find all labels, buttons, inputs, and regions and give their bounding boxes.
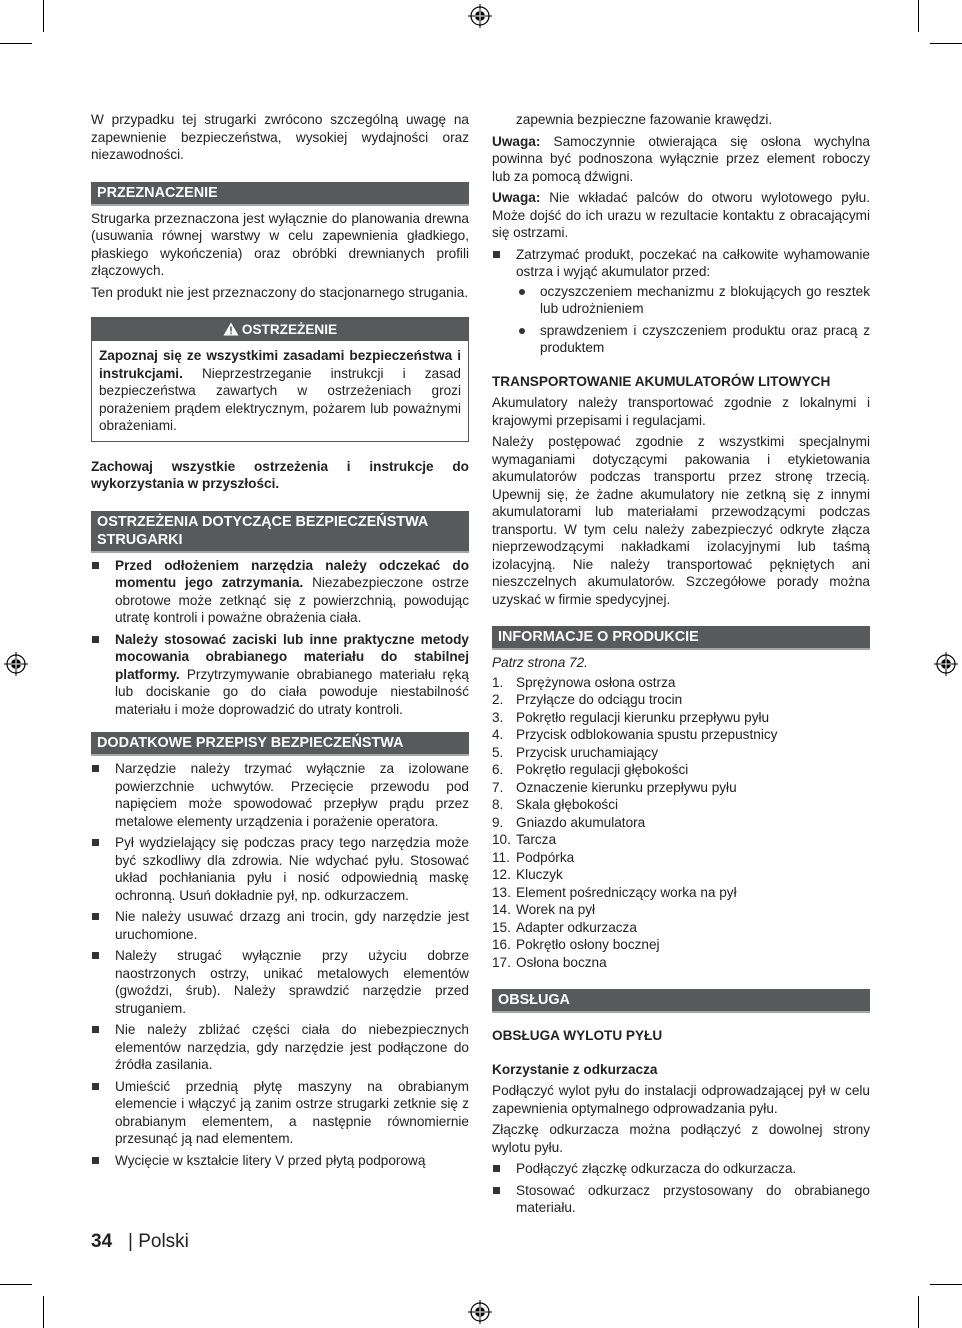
list-item <box>492 726 870 744</box>
crop-mark <box>930 1284 962 1285</box>
item-text: Element pośredniczący worka na pył <box>516 884 737 900</box>
obsluga-list <box>492 1160 870 1217</box>
sublist-item: oczyszczeniem mechanizmu z blokujących go resztek lub udrożnieniem <box>516 283 870 318</box>
list-item-text: Niezabezpieczone ostrze obrotowe może zetknąć się z powierzchnią, powodując utratę kontroli i poważne obrażenia ciała. <box>115 575 469 625</box>
parts-list <box>492 674 870 972</box>
list-item <box>492 901 870 919</box>
list-item <box>492 796 870 814</box>
item-text: Kluczyk <box>516 867 563 882</box>
additional-list <box>91 760 469 1169</box>
item-number: 3. <box>492 709 504 725</box>
list-item <box>492 954 870 972</box>
note-text: Samoczynnie otwierająca się osłona wychylna powinna być podnoszona wyłącznie przez element roboczy lub za pomocą dźwigni. <box>492 133 870 184</box>
list-item <box>492 849 870 867</box>
section-header-obsluga: OBSŁUGA <box>492 989 870 1013</box>
list-item <box>492 866 870 884</box>
item-text: Pokrętło regulacji głębokości <box>516 762 689 777</box>
przeznaczenie-paragraph-1: Strugarka przeznaczona jest wyłącznie do planowania drewna (usuwania równej warstwy w celu zapewnienia gładkiego, płaskiego wykończenia) oraz obróbki drewnianych profili złączowych. <box>91 210 469 278</box>
crop-mark <box>918 1296 919 1328</box>
see-page-text: Patrz strona 72. <box>492 655 588 670</box>
list-item: Wycięcie w kształcie litery V przed płytą podporową <box>91 1152 469 1170</box>
transport-heading: TRANSPORTOWANIE AKUMULATORÓW LITOWYCH <box>492 373 831 389</box>
list-item <box>492 246 870 357</box>
section-header-safety: OSTRZEŻENIA DOTYCZĄCE BEZPIECZEŃSTWA STRUGARKI <box>91 511 469 553</box>
warning-box <box>91 317 469 442</box>
crop-mark <box>930 43 962 44</box>
crop-mark <box>918 0 919 32</box>
registration-mark-icon <box>468 1300 492 1324</box>
item-number: 8. <box>492 797 504 812</box>
list-item: Należy strugać wyłącznie przy użyciu dobrze naostrzonych ostrzy, unikać metalowych elementów (gwoździ, śrub). Należy sprawdzić narzędzie przed struganiem. <box>91 947 469 1017</box>
obsluga-paragraph-1: Podłączyć wylot pyłu do instalacji odprowadzającej pył w celu zapewnienia optymalnego odprowadzania pyłu. <box>492 1083 870 1116</box>
item-text: Przycisk odblokowania spustu przepustnicy <box>516 727 778 742</box>
stop-sublist <box>516 283 870 357</box>
list-item <box>492 779 870 797</box>
item-number: 2. <box>492 692 504 707</box>
item-number: 13. <box>492 884 511 900</box>
sublist-item: sprawdzeniem i czyszczeniem produktu oraz pracą z produktem <box>516 322 870 357</box>
note-1 <box>492 133 870 186</box>
item-number: 11. <box>492 849 510 865</box>
item-text: Worek na pył <box>516 902 596 917</box>
safety-list <box>91 557 469 719</box>
list-item-bold: Należy stosować zaciski lub inne praktyczne metody mocowania obrabianego materiału do stabilnej platformy. <box>115 631 469 682</box>
list-item <box>91 631 469 719</box>
note-label: Uwaga: <box>492 133 541 149</box>
note-2 <box>492 189 870 242</box>
language-label: | Polski <box>127 1231 189 1252</box>
note-text: Nie wkładać palców do otworu wylotowego pyłu. Może dojść do ich urazu w rezultacie kontaktu z obracającymi się ostrzami. <box>492 190 870 240</box>
przeznaczenie-paragraph-2: Ten produkt nie jest przeznaczony do stacjonarnego strugania. <box>91 284 469 300</box>
item-number: 5. <box>492 744 504 760</box>
item-text: Gniazdo akumulatora <box>516 814 646 830</box>
section-header-info: INFORMACJE O PRODUKCIE <box>492 626 870 650</box>
item-number: 6. <box>492 762 504 777</box>
list-item: Nie należy usuwać drzazg ani trocin, gdy narzędzie jest uruchomione. <box>91 908 469 943</box>
page-footer <box>91 1230 189 1254</box>
crop-mark <box>0 1284 32 1285</box>
list-item <box>492 831 870 849</box>
warning-triangle-icon <box>223 322 239 336</box>
list-item <box>492 744 870 762</box>
item-number: 1. <box>492 674 504 690</box>
list-item-text: Zatrzymać produkt, poczekać na całkowite wyhamowanie ostrza i wyjąć akumulator przed: <box>516 246 870 279</box>
item-number: 10. <box>492 832 511 847</box>
crop-mark <box>43 1296 44 1328</box>
keep-instructions-text: Zachowaj wszystkie ostrzeżenia i instrukcje do wykorzystania w przyszłości. <box>91 458 469 491</box>
item-text: Przyłącze do odciągu trocin <box>516 692 683 707</box>
list-item <box>91 557 469 627</box>
list-item: Narzędzie należy trzymać wyłącznie za izolowane powierzchnie uchwytów. Przecięcie przewodu pod napięciem może spowodować przepływ prądu przez metalowe elementy urządzenia i porażenie operatora. <box>91 760 469 830</box>
transport-paragraph-2: Należy postępować zgodnie z wszystkimi specjalnymi wymaganiami dotyczącymi pakowania i etykietowania akumulatorów podczas transportu przez stronę trzecią. Upewnij się, że żadne akumulatory nie zetkną się z innymi akumulatorami lub materiałami przewodzącymi podczas transportu. W tym celu należy zabezpieczyć odkryte złącza nieprzewodzącymi nakładkami izolacyjnymi lub taśmą izolacyjną. Nie należy transportować pękniętych ani nieszczelnych akumulatorów. Szczegółowe porady można uzyskać w firmie spedycyjnej. <box>492 434 870 607</box>
list-item <box>492 709 870 727</box>
item-number: 17. <box>492 954 511 970</box>
list-item-bold: Przed odłożeniem narzędzia należy odczekać do momentu jego zatrzymania. <box>115 557 469 590</box>
list-item: Podłączyć złączkę odkurzacza do odkurzacza. <box>492 1160 870 1178</box>
item-text: Skala głębokości <box>516 797 619 812</box>
list-item <box>492 884 870 902</box>
item-text: Oznaczenie kierunku przepływu pyłu <box>516 779 737 795</box>
section-header-przeznaczenie: PRZEZNACZENIE <box>91 182 469 206</box>
item-text: Przycisk uruchamiający <box>516 744 659 760</box>
warning-title-text: OSTRZEŻENIE <box>241 322 338 337</box>
item-text: Tarcza <box>516 832 557 847</box>
stop-list <box>492 246 870 357</box>
item-number: 7. <box>492 779 504 795</box>
item-text: Podpórka <box>516 849 575 865</box>
intro-paragraph: W przypadku tej strugarki zwrócono szczególną uwagę na zapewnienie bezpieczeństwa, wysokiej wydajności oraz niezawodności. <box>91 112 469 162</box>
list-item <box>492 674 870 692</box>
continued-text: zapewnia bezpieczne fazowanie krawędzi. <box>516 112 773 127</box>
item-number: 15. <box>492 919 511 935</box>
registration-mark-icon <box>4 652 28 676</box>
item-text: Sprężynowa osłona ostrza <box>516 674 676 690</box>
list-item: Pył wydzielający się podczas pracy tego narzędzia może być szkodliwy dla zdrowia. Nie wdychać pyłu. Stosować układ pochłaniania pyłu i nosić odpowiednią maskę ochronną. Usuń dokładnie pył, np. odkurzaczem. <box>91 834 469 904</box>
section-header-additional: DODATKOWE PRZEPISY BEZPIECZEŃSTWA <box>91 732 469 756</box>
obsluga-paragraph-2: Złączkę odkurzacza można podłączyć z dowolnej strony wylotu pyłu. <box>492 1122 870 1155</box>
left-column <box>91 111 469 1173</box>
crop-mark <box>43 0 44 32</box>
list-item-text: Przytrzymywanie obrabianego materiału ręką lub dociskanie go do ciała powoduje niestabilność materiału i może doprowadzić do utraty kontroli. <box>115 666 469 717</box>
list-item: Nie należy zbliżać części ciała do niebezpiecznych elementów narzędzia, gdy narzędzie jest podłączone do źródła zasilania. <box>91 1021 469 1074</box>
warning-title <box>92 318 468 341</box>
page-number: 34 <box>91 1231 113 1252</box>
list-item <box>492 691 870 709</box>
crop-mark <box>0 43 32 44</box>
vacuum-subheading: Korzystanie z odkurzacza <box>492 1061 658 1077</box>
right-column <box>492 111 870 1221</box>
list-item: Stosować odkurzacz przystosowany do obrabianego materiału. <box>492 1182 870 1217</box>
item-number: 16. <box>492 937 511 952</box>
item-text: Osłona boczna <box>516 954 607 970</box>
list-item: Umieścić przednią płytę maszyny na obrabianym elemencie i włączyć ją zanim ostrze strugarki zetknie się z obrabianym elementem, a następnie równomiernie przesunąć ją nad elementem. <box>91 1078 469 1148</box>
list-item <box>492 761 870 779</box>
list-item <box>492 919 870 937</box>
obsluga-subheading: OBSŁUGA WYLOTU PYŁU <box>492 1028 663 1043</box>
transport-paragraph-1: Akumulatory należy transportować zgodnie z lokalnymi i krajowymi przepisami i regulacjami. <box>492 395 870 428</box>
warning-text: Nieprzestrzeganie instrukcji i zasad bezpieczeństwa zawartych w ostrzeżeniach grozi porażeniem prądem elektrycznym, pożarem lub poważnymi obrażeniami. <box>99 365 461 433</box>
registration-mark-icon <box>468 4 492 28</box>
warning-bold-text: Zapoznaj się ze wszystkimi zasadami bezpieczeństwa i instrukcjami. <box>99 348 461 381</box>
item-number: 4. <box>492 727 504 742</box>
list-item <box>492 814 870 832</box>
item-text: Pokrętło osłony bocznej <box>516 937 660 952</box>
warning-body <box>92 341 468 441</box>
item-number: 9. <box>492 814 504 830</box>
note-label: Uwaga: <box>492 190 541 205</box>
registration-mark-icon <box>934 652 958 676</box>
list-item <box>492 936 870 954</box>
item-number: 14. <box>492 902 511 917</box>
item-number: 12. <box>492 867 511 882</box>
item-text: Pokrętło regulacji kierunku przepływu pyłu <box>516 709 770 725</box>
item-text: Adapter odkurzacza <box>516 919 637 935</box>
